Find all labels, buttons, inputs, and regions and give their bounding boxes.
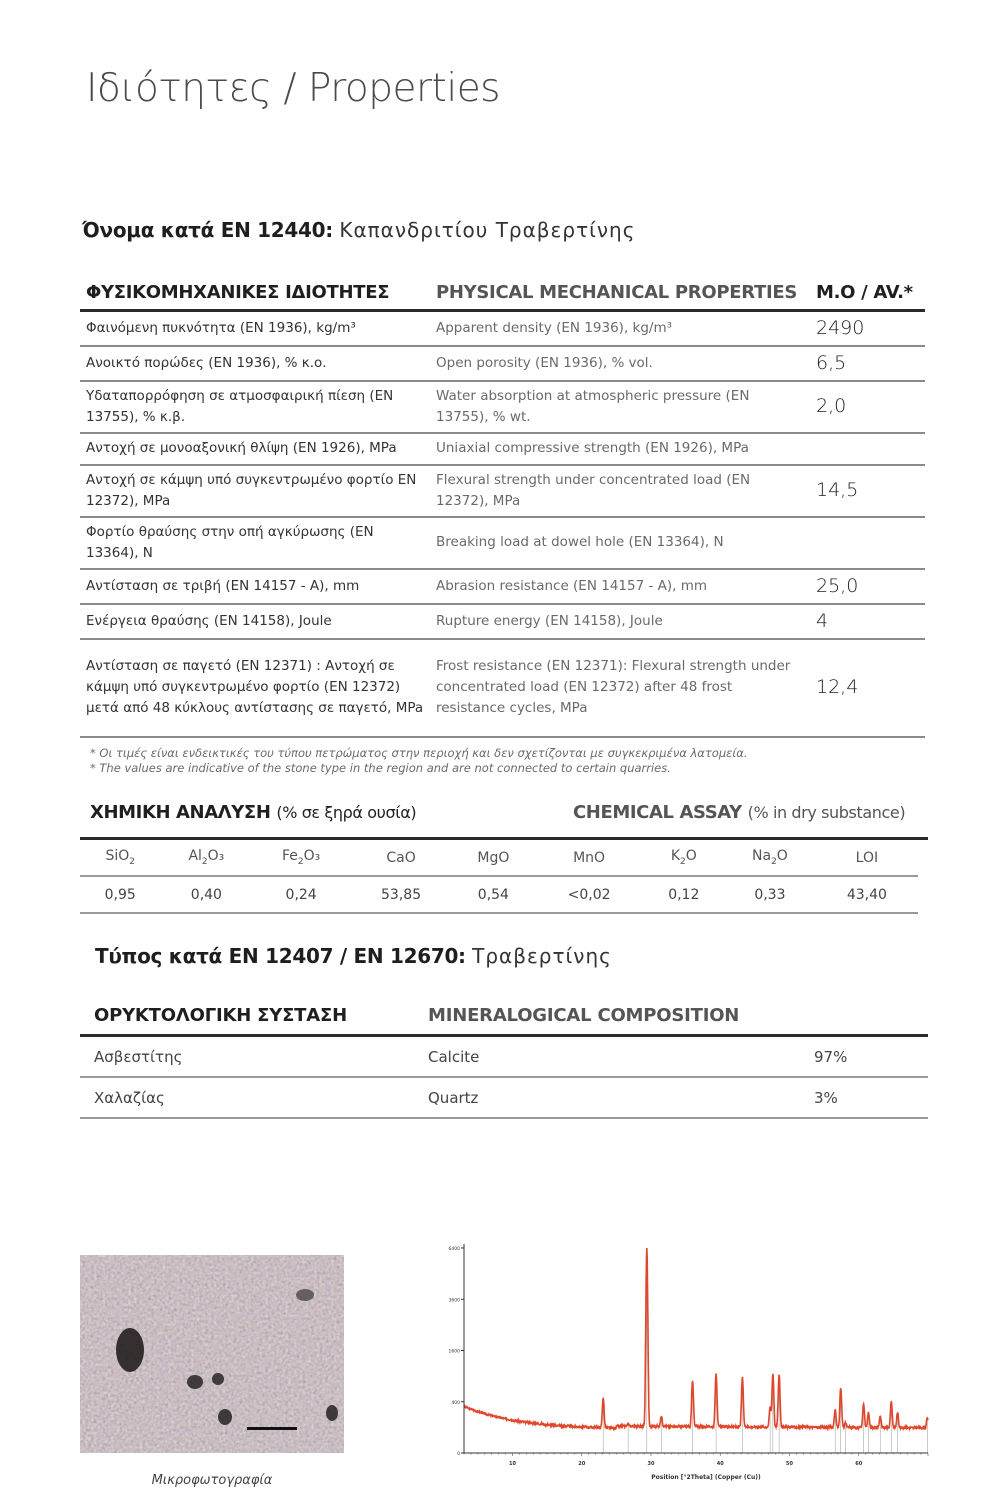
chemical-subtitle-english: (% in dry substance): [747, 803, 906, 822]
stone-type-value: Τραβερτίνης: [472, 944, 612, 968]
mineral-header-greek: ΟΡΥΚΤΟΛΟΓΙΚΗ ΣΥΣΤΑΣΗ: [80, 1005, 414, 1036]
property-row: [80, 639, 925, 737]
formula-subscript: 2: [201, 856, 208, 867]
mineral-row: [80, 1077, 928, 1118]
header-greek: ΦΥΣΙΚΟΜΗΧΑΝΙΚΕΣ ΙΔΙΟΤΗΤΕΣ: [80, 280, 430, 311]
formula-base: CaO: [386, 849, 416, 866]
chemical-title-greek: [90, 802, 416, 823]
chemical-value: 0,40: [160, 876, 252, 913]
y-tick-label: 3600: [448, 1298, 460, 1304]
stone-name-value: Καπανδριτίου Τραβερτίνης: [339, 218, 636, 242]
xrd-series-line: [464, 1248, 928, 1429]
header-average: M.O / AV.*: [810, 280, 925, 311]
y-tick-label: 6400: [448, 1247, 460, 1252]
chemical-subtitle-greek: (% σε ξηρά ουσία): [276, 803, 417, 822]
chemical-value: <0,02: [535, 876, 644, 913]
chemical-formula: [535, 840, 644, 876]
chemical-title-english: [573, 802, 905, 823]
chemical-formula: [452, 840, 534, 876]
xrd-x-axis-label: Position [°2Theta] (Copper (Cu)): [651, 1474, 761, 1481]
property-name-greek: Αντοχή σε μονοαξονική θλίψη (EN 1926), MPa: [80, 433, 430, 465]
chemical-formula-row: [80, 840, 918, 876]
property-name-greek: Φορτίο θραύσης στην οπή αγκύρωσης (EN 13364), N: [80, 517, 430, 569]
chemical-value: 0,95: [80, 876, 160, 913]
footnote-greek: * Οι τιμές είναι ενδεικτικές του τύπου πετρώματος στην περιοχή και δεν σχετίζονται με συγκεκριμένα λατομεία.: [90, 746, 748, 760]
property-name-greek: Υδαταπορρόφηση σε ατμοσφαιρική πίεση (EN 13755), % κ.β.: [80, 381, 430, 433]
property-row: [80, 346, 925, 381]
chemical-value: 0,33: [724, 876, 816, 913]
formula-subscript: 2: [129, 856, 135, 867]
property-row: [80, 604, 925, 639]
xrd-chart-svg: [448, 1240, 928, 1490]
property-name-english: Frost resistance (EN 12371): Flexural strength under concentrated load (EN 12372) after 48 frost resistance cycles, MPa: [430, 639, 810, 737]
formula-base: Al: [188, 848, 202, 865]
property-row: [80, 311, 925, 346]
property-name-english: Breaking load at dowel hole (EN 13364), N: [430, 517, 810, 569]
formula-subscript: 2: [680, 856, 686, 867]
chemical-formula: [644, 840, 724, 876]
property-value: 12,4: [810, 639, 925, 737]
property-name-english: Apparent density (EN 1936), kg/m³: [430, 311, 810, 346]
formula-base: K: [670, 848, 680, 865]
property-value: 25,0: [810, 569, 925, 604]
mineralogical-header-row: [80, 1005, 928, 1036]
property-value: 2,0: [810, 381, 925, 433]
mineral-percent: 97%: [800, 1036, 928, 1078]
y-tick-label: 0: [457, 1452, 460, 1457]
formula-base: MnO: [573, 849, 606, 866]
chemical-value: 43,40: [816, 876, 918, 913]
chemical-formula: [252, 840, 350, 876]
x-tick-label: 40: [716, 1461, 724, 1467]
chemical-title-greek-main: ΧΗΜΙΚΗ ΑΝΑΛΥΣΗ: [90, 802, 271, 823]
chemical-value: 0,54: [452, 876, 534, 913]
formula-base: LOI: [855, 849, 879, 866]
x-tick-label: 20: [578, 1461, 586, 1467]
property-name-greek: Φαινόμενη πυκνότητα (EN 1936), kg/m³: [80, 311, 430, 346]
property-value: 2490: [810, 311, 925, 346]
mineral-name-english: Quartz: [414, 1077, 800, 1118]
property-value: [810, 517, 925, 569]
formula-subscript: 2: [297, 856, 304, 867]
property-name-greek: Ενέργεια θραύσης (EN 14158), Joule: [80, 604, 430, 639]
x-tick-label: 50: [786, 1461, 793, 1467]
property-row: [80, 381, 925, 433]
micrograph-texture: [80, 1255, 344, 1453]
formula-base: Na: [752, 848, 772, 865]
y-tick-label: 1600: [448, 1349, 460, 1355]
property-name-english: Abrasion resistance (EN 14157 - A), mm: [430, 569, 810, 604]
micrograph-image: [80, 1255, 344, 1453]
property-name-greek: Αντίσταση σε τριβή (EN 14157 - A), mm: [80, 569, 430, 604]
chemical-assay-table: [80, 840, 918, 914]
properties-table: [80, 280, 925, 738]
property-row: [80, 465, 925, 517]
stone-type-label: Τύπος κατά EN 12407 / EN 12670:: [95, 944, 466, 968]
chemical-formula: [350, 840, 452, 876]
formula-tail: O₃: [303, 848, 321, 865]
page-title: Ιδιότητες / Properties: [86, 66, 501, 111]
chemical-value: 53,85: [350, 876, 452, 913]
chemical-value: 0,24: [252, 876, 350, 913]
header-english: PHYSICAL MECHANICAL PROPERTIES: [430, 280, 810, 311]
property-row: [80, 517, 925, 569]
property-value: 14,5: [810, 465, 925, 517]
x-tick-label: 60: [855, 1461, 863, 1467]
chemical-value: 0,12: [644, 876, 724, 913]
formula-tail: O: [776, 848, 788, 865]
micrograph-caption: Μικροφωτογραφία: [151, 1473, 273, 1488]
property-name-english: Water absorption at atmospheric pressure (EN 13755), % wt.: [430, 381, 810, 433]
mineral-header-english: MINERALOGICAL COMPOSITION: [414, 1005, 928, 1036]
property-row: [80, 433, 925, 465]
property-name-greek: Ανοικτό πορώδες (EN 1936), % κ.ο.: [80, 346, 430, 381]
footnote-english: * The values are indicative of the stone type in the region and are not connected to certain quarries.: [90, 761, 671, 775]
property-name-english: Rupture energy (EN 14158), Joule: [430, 604, 810, 639]
chemical-formula: [724, 840, 816, 876]
x-tick-label: 10: [508, 1461, 516, 1467]
properties-header-row: [80, 280, 925, 311]
property-name-english: Open porosity (EN 1936), % vol.: [430, 346, 810, 381]
property-name-greek: Αντοχή σε κάμψη υπό συγκεντρωμένο φορτίο EN 12372), MPa: [80, 465, 430, 517]
chemical-formula: [160, 840, 252, 876]
chemical-formula: [80, 840, 160, 876]
mineralogical-table: [80, 1005, 928, 1119]
mineral-name-english: Calcite: [414, 1036, 800, 1078]
mineral-name-greek: Χαλαζίας: [80, 1077, 414, 1118]
mineral-percent: 3%: [800, 1077, 928, 1118]
property-value: [810, 433, 925, 465]
mineral-row: [80, 1036, 928, 1078]
property-name-english: Flexural strength under concentrated load (EN 12372), MPa: [430, 465, 810, 517]
formula-tail: O: [685, 848, 697, 865]
property-name-greek: Αντίσταση σε παγετό (EN 12371) : Αντοχή σε κάμψη υπό συγκεντρωμένο φορτίο (EN 12372) μετά από 48 κύκλους αντίστασης σε παγετό, MPa: [80, 639, 430, 737]
formula-base: SiO: [105, 848, 130, 865]
property-value: 6,5: [810, 346, 925, 381]
formula-tail: O₃: [207, 848, 225, 865]
mineral-name-greek: Ασβεστίτης: [80, 1036, 414, 1078]
property-value: 4: [810, 604, 925, 639]
chemical-formula: [816, 840, 918, 876]
chemical-title-english-main: CHEMICAL ASSAY: [573, 802, 742, 823]
formula-subscript: 2: [771, 856, 777, 867]
property-row: [80, 569, 925, 604]
stone-type-line: [95, 944, 612, 968]
formula-base: Fe: [282, 848, 298, 865]
xrd-chart: [448, 1240, 928, 1490]
chemical-value-row: [80, 876, 918, 913]
y-tick-label: 400: [451, 1400, 460, 1406]
scale-bar: [247, 1427, 297, 1430]
stone-name-label: Όνομα κατά EN 12440:: [82, 218, 333, 242]
x-tick-label: 30: [647, 1461, 655, 1467]
property-name-english: Uniaxial compressive strength (EN 1926), MPa: [430, 433, 810, 465]
xrd-ticks: [449, 1246, 928, 1467]
formula-base: MgO: [477, 849, 510, 866]
stone-name-line: [82, 218, 635, 242]
